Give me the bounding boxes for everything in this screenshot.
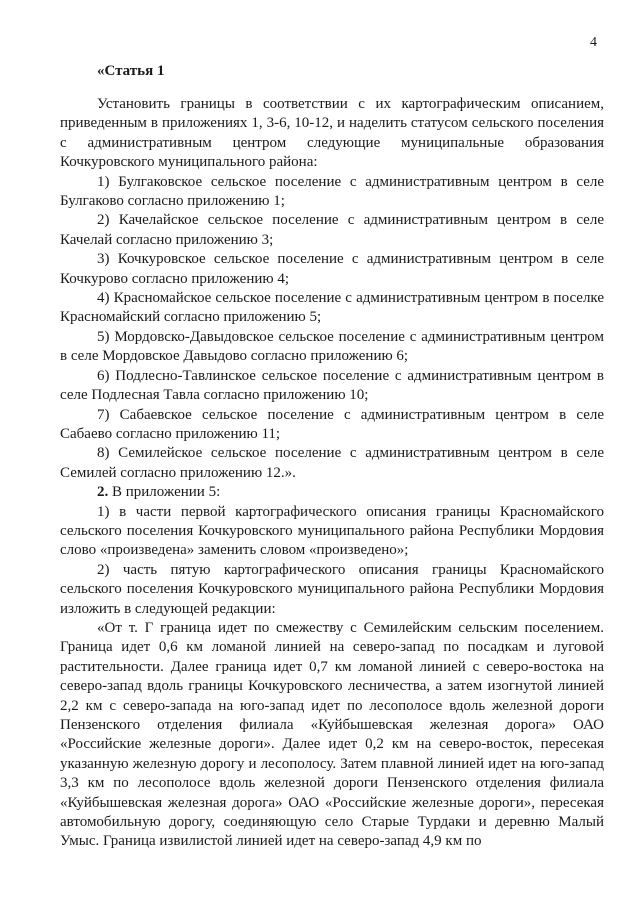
- section-2-quote: «От т. Г граница идет по смежеству с Семилейским сельским поселением. Граница идет 0,6 км ломаной линией на северо-запад по посадкам и луговой растительности. Далее граница идет 0,7 км ломаной линией с северо-востока на северо-запад вдоль границы Кочкуровского лесничества, а затем изогнутой линией 2,2 км с северо-запада на юго-запад идет по лесополосе вдоль железной дороги Пензенского отделения филиала «Куйбышевская железная дорога» ОАО «Российские железные дороги». Далее идет 0,2 км на северо-восток, пересекая указанную железную дорогу и лесополосу. Затем плавной линией идет на юго-запад 3,3 км по лесополосе вдоль железной дороги Пензенского отделения филиала «Куйбышевская железная дорога» ОАО «Российские железные дороги», пересекая автомобильную дорогу, соединяющую село Старые Турдаки и деревню Малый Умыс. Граница извилистой линией идет на северо-запад 4,9 км по: [60, 619, 604, 850]
- list-item: 4) Красномайское сельское поселение с административным центром в поселке Красномайский согласно приложению 5;: [60, 290, 604, 326]
- list-item: 2) Качелайское сельское поселение с административным центром в селе Качелай согласно приложению 3;: [60, 212, 604, 248]
- list-item: 6) Подлесно-Тавлинское сельское поселение с административным центром в селе Подлесная Тавла согласно приложению 10;: [60, 367, 604, 404]
- list-item: 8) Семилейское сельское поселение с административным центром в селе Семилей согласно приложению 12.».: [60, 445, 604, 481]
- document-body: [60, 95, 604, 852]
- page-number: 4: [590, 35, 597, 50]
- article-heading: «Статья 1: [97, 63, 165, 79]
- list-item: 7) Сабаевское сельское поселение с административным центром в селе Сабаево согласно приложению 11;: [60, 406, 604, 442]
- section-2-number: 2.: [97, 484, 109, 501]
- list-item: 1) Булгаковское сельское поселение с административным центром в селе Булгаково согласно приложению 1;: [60, 173, 604, 210]
- section-2-subitem-2: 2) часть пятую картографического описания границы Красномайского сельского поселения Кочкуровского муниципального района Республики Мордовия изложить в следующей редакции:: [60, 561, 604, 617]
- list-item: 5) Мордовско-Давыдовское сельское поселение с административным центром в селе Мордовское Давыдово согласно приложению 6;: [60, 328, 604, 365]
- section-2-subitem-1: 1) в части первой картографического описания границы Красномайского сельского поселения Кочкуровского муниципального района Республики Мордовия слово «произведена» заменить словом «произведено»;: [60, 503, 604, 559]
- intro-paragraph: Установить границы в соответствии с их картографическим описанием, приведенным в приложениях 1, 3-6, 10-12, и наделить статусом сельского поселения с административным центром следующие муниципальные образования Кочкуровского муниципального района:: [60, 96, 604, 171]
- section-2-heading-text: В приложении 5:: [108, 484, 221, 501]
- section-2-heading: [60, 483, 604, 502]
- list-item: 3) Кочкуровское сельское поселение с административным центром в селе Кочкурово согласно приложению 4;: [60, 251, 604, 287]
